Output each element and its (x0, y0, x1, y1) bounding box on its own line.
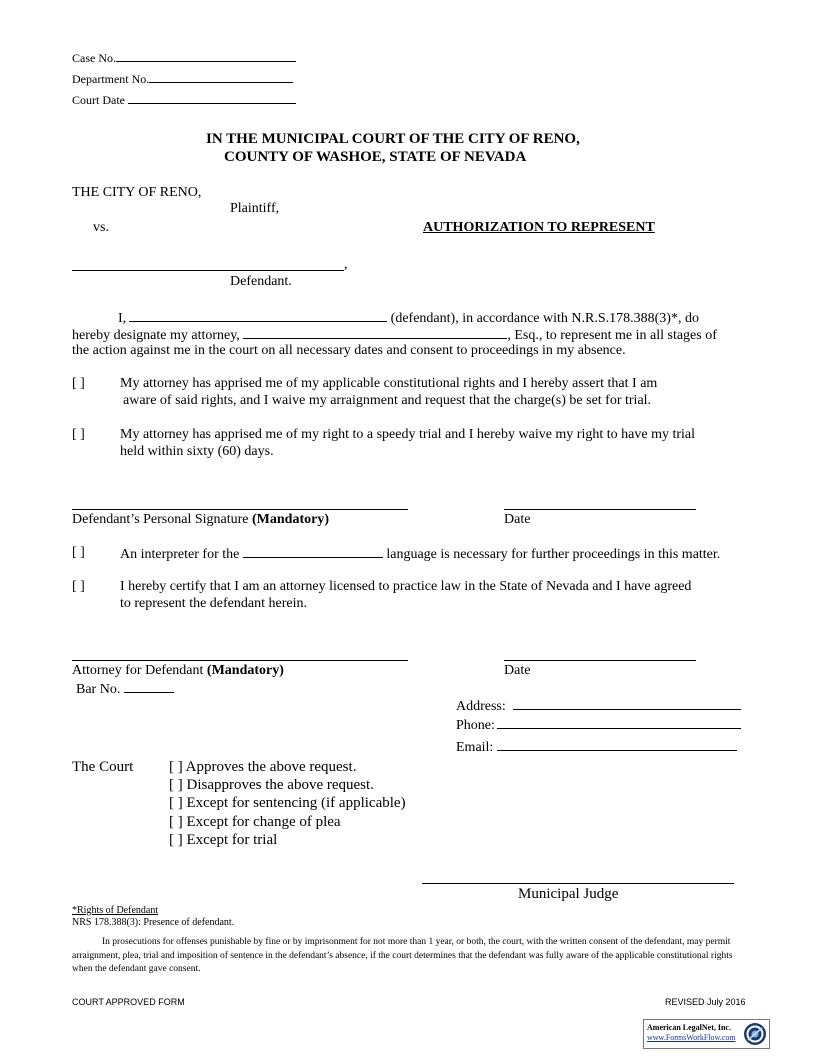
defendant-signature-label: Defendant’s Personal Signature (72, 512, 249, 527)
versus-label: vs. (93, 220, 109, 235)
intro-line2 (72, 326, 717, 344)
option1-line1: My attorney has apprised me of my applicable constitutional rights and I hereby assert that I am (120, 376, 658, 391)
brand-logo-icon (743, 1022, 767, 1046)
attorney-name-blank[interactable] (243, 326, 507, 339)
court-title-line1: IN THE MUNICIPAL COURT OF THE CITY OF RENO, (206, 131, 580, 147)
certify-line2: to represent the defendant herein. (120, 596, 307, 611)
court-title-line2: COUNTY OF WASHOE, STATE OF NEVADA (224, 149, 527, 165)
intro-text-a: (defendant), in accordance with N.R.S.178.388(3)*, do (390, 311, 699, 326)
bar-no-blank[interactable] (124, 680, 174, 693)
attorney-signature-label: Attorney for Defendant (72, 663, 204, 678)
i-label: I, (118, 311, 127, 326)
interpreter-language-blank[interactable] (243, 545, 383, 558)
footnote-statute: NRS 178.388(3): Presence of defendant. (72, 917, 235, 928)
defendant-mandatory-label: (Mandatory) (252, 512, 330, 527)
court-date-line[interactable] (128, 91, 296, 104)
email-label: Email: (456, 740, 494, 755)
defendant-signature-caption (72, 512, 329, 528)
attorney-signature-caption (72, 663, 284, 679)
interpreter-checkbox[interactable]: [ ] (72, 545, 85, 560)
court-option-except-sentencing[interactable]: [ ] Except for sentencing (if applicable) (169, 795, 406, 811)
judge-label: Municipal Judge (518, 886, 619, 902)
footnote-text: In prosecutions for offenses punishable by fine or by imprisonment for not more than 1 year, or both, the court, with the written consent of the defendant, may permit arraignment, plea, trial and imposition of sentence in the defendant’s absence, if the court determines that the defendant was fully aware of the applicable constitutional rights when the defendant gave consent. (72, 937, 733, 974)
intro-text-d: the action against me in the court on all necessary dates and consent to proceedings in my absence. (72, 343, 626, 358)
interpreter-text-b: language is necessary for further proceedings in this matter. (386, 547, 721, 562)
address-label: Address: (456, 699, 506, 714)
email-field (456, 738, 737, 756)
bar-no-field (76, 680, 174, 698)
defendant-date-label: Date (504, 512, 531, 527)
attorney-date-label: Date (504, 663, 531, 678)
option2-line1: My attorney has apprised me of my right to a speedy trial and I hereby waive my right to have my trial (120, 427, 696, 442)
court-option-except-trial[interactable]: [ ] Except for trial (169, 832, 278, 848)
department-no-field (72, 70, 293, 87)
phone-blank[interactable] (497, 716, 741, 729)
defendant-name-blank[interactable] (129, 309, 387, 322)
attorney-signature-line[interactable] (72, 660, 408, 661)
attorney-date-line[interactable] (504, 660, 696, 661)
intro-text-b: hereby designate my attorney, (72, 328, 240, 343)
court-date-label: Court Date (72, 93, 125, 107)
attorney-certify-checkbox[interactable]: [ ] (72, 579, 85, 594)
waive-speedy-trial-checkbox[interactable]: [ ] (72, 427, 85, 442)
footer-approved: COURT APPROVED FORM (72, 997, 185, 1007)
phone-label: Phone: (456, 718, 495, 733)
defendant-signature-line[interactable] (72, 509, 408, 510)
document-title: AUTHORIZATION TO REPRESENT (423, 220, 655, 235)
court-option-approves[interactable]: [ ] Approves the above request. (169, 759, 357, 775)
footnote-rights-heading: *Rights of Defendant (72, 905, 159, 916)
case-no-field (72, 49, 296, 66)
bar-no-label: Bar No. (76, 682, 121, 697)
court-option-disapproves[interactable]: [ ] Disapproves the above request. (169, 777, 374, 793)
option2-line2: held within sixty (60) days. (120, 444, 274, 459)
case-no-label: Case No. (72, 51, 116, 65)
judge-signature-line[interactable] (422, 883, 734, 884)
defendant-name-line[interactable] (72, 270, 344, 271)
brand-badge[interactable] (643, 1019, 770, 1049)
waive-arraignment-checkbox[interactable]: [ ] (72, 376, 85, 391)
court-option-except-plea[interactable]: [ ] Except for change of plea (169, 814, 341, 830)
defendant-comma: , (344, 257, 348, 272)
certify-line1: I hereby certify that I am an attorney licensed to practice law in the State of Nevada and I have agreed (120, 579, 692, 594)
case-no-line[interactable] (116, 49, 296, 62)
department-no-label: Department No. (72, 72, 150, 86)
plaintiff-name: THE CITY OF RENO, (72, 185, 202, 200)
defendant-date-line[interactable] (504, 509, 696, 510)
court-date-field (72, 91, 296, 108)
defendant-label: Defendant. (230, 274, 292, 289)
plaintiff-label: Plaintiff, (230, 201, 280, 216)
interpreter-text-a: An interpreter for the (120, 547, 240, 562)
intro-text-c: , Esq., to represent me in all stages of (507, 328, 717, 343)
address-field (456, 697, 741, 715)
address-blank[interactable] (513, 697, 741, 710)
intro-line1 (118, 309, 699, 327)
court-label: The Court (72, 759, 134, 775)
footer-revised: REVISED July 2016 (665, 997, 746, 1007)
interpreter-line (120, 545, 720, 563)
department-no-line[interactable] (149, 70, 293, 83)
brand-line2: www.FormsWorkFlow.com (647, 1033, 736, 1042)
option1-line2: aware of said rights, and I waive my arraignment and request that the charge(s) be set for trial. (123, 393, 652, 408)
email-blank[interactable] (497, 738, 737, 751)
phone-field (456, 716, 741, 734)
brand-line1: American LegalNet, Inc. (647, 1023, 731, 1032)
attorney-mandatory-label: (Mandatory) (206, 663, 284, 678)
